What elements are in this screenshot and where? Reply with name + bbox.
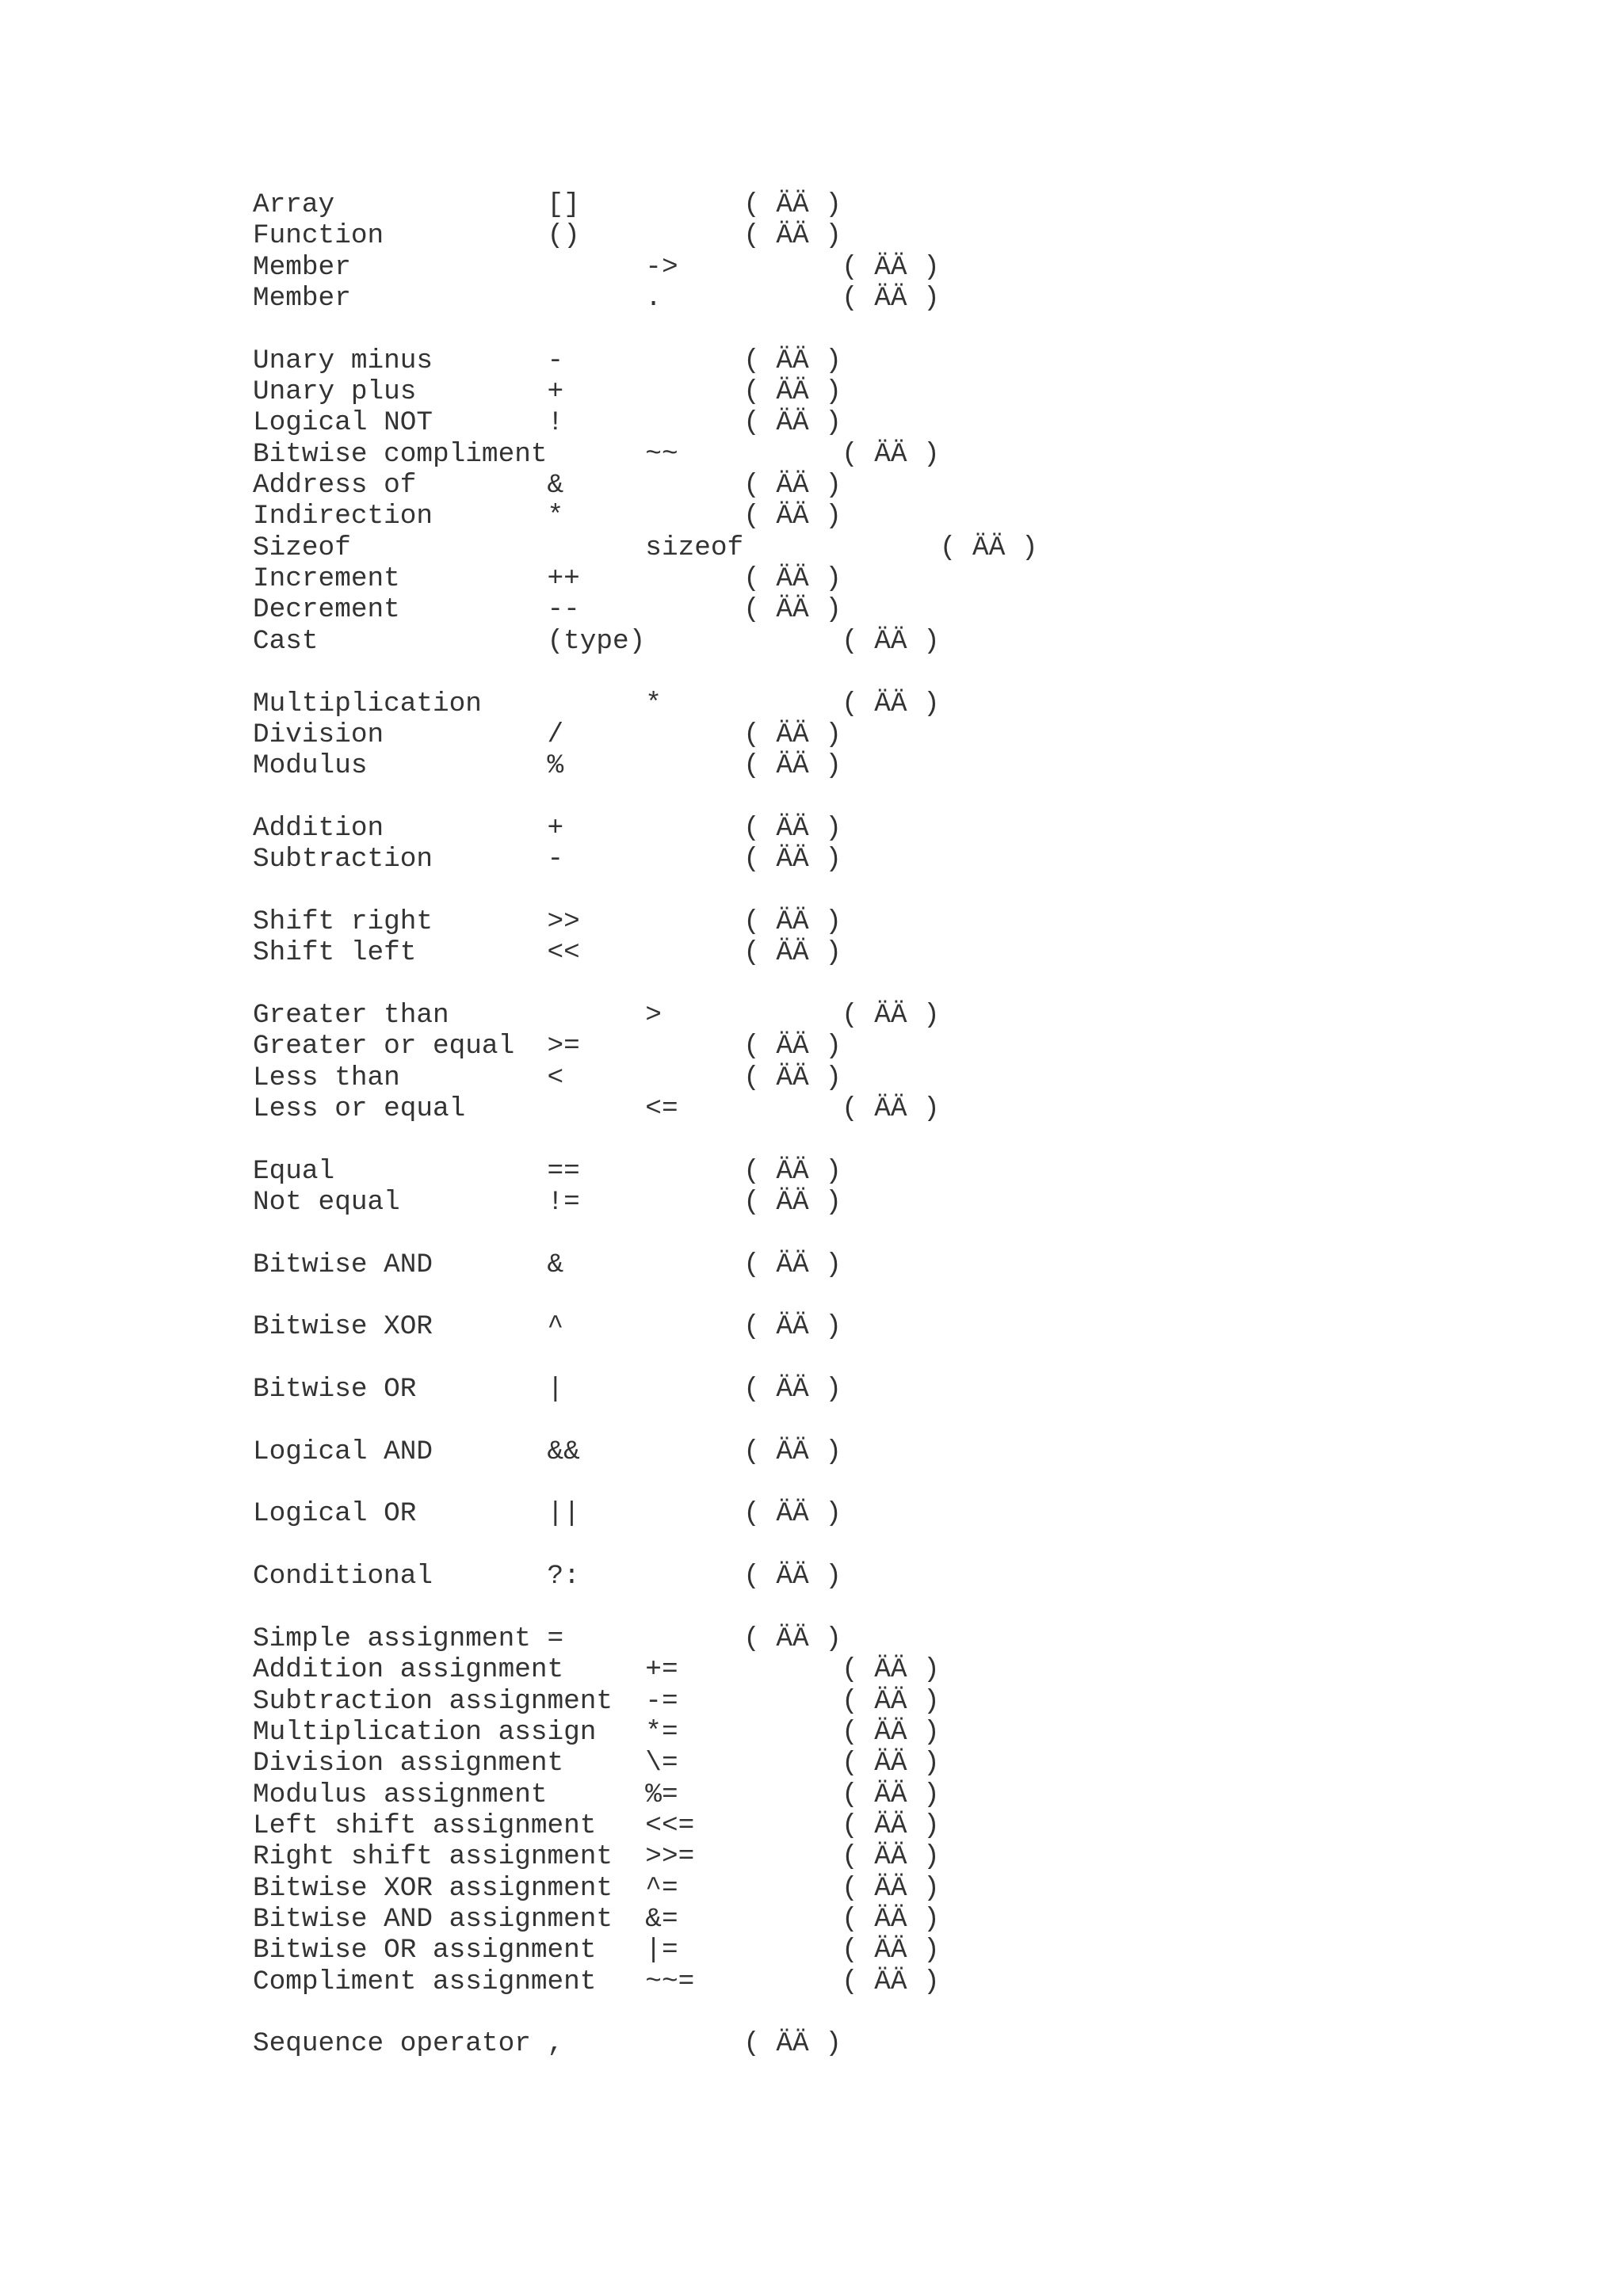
listing-line: Bitwise XOR assignment ^= ( ÄÄ ) xyxy=(253,1872,940,1904)
listing-line: Equal == ( ÄÄ ) xyxy=(253,1155,842,1187)
listing-line: Addition assignment += ( ÄÄ ) xyxy=(253,1654,940,1686)
blank-line xyxy=(253,1124,1038,1155)
listing-line: Less or equal <= ( ÄÄ ) xyxy=(253,1093,940,1124)
listing-line: Increment ++ ( ÄÄ ) xyxy=(253,563,842,595)
listing-line: Division / ( ÄÄ ) xyxy=(253,719,842,750)
listing-line: Decrement -- ( ÄÄ ) xyxy=(253,594,842,626)
listing-line: Shift left << ( ÄÄ ) xyxy=(253,937,842,969)
listing-line: Bitwise OR | ( ÄÄ ) xyxy=(253,1374,842,1405)
listing-line: Bitwise AND & ( ÄÄ ) xyxy=(253,1249,842,1280)
listing-line: Address of & ( ÄÄ ) xyxy=(253,470,842,502)
blank-line xyxy=(253,657,1038,688)
listing-line: Shift right >> ( ÄÄ ) xyxy=(253,906,842,937)
listing-line: Unary plus + ( ÄÄ ) xyxy=(253,376,842,408)
listing-line: Addition + ( ÄÄ ) xyxy=(253,812,842,844)
listing-line: Greater than > ( ÄÄ ) xyxy=(253,999,940,1031)
listing-line: Unary minus - ( ÄÄ ) xyxy=(253,345,842,376)
listing-line: Not equal != ( ÄÄ ) xyxy=(253,1187,842,1218)
blank-line xyxy=(253,1405,1038,1436)
listing-line: Modulus % ( ÄÄ ) xyxy=(253,750,842,782)
listing-line: Logical AND && ( ÄÄ ) xyxy=(253,1436,842,1467)
listing-line: Division assignment \= ( ÄÄ ) xyxy=(253,1748,940,1779)
listing-line: Bitwise compliment ~~ ( ÄÄ ) xyxy=(253,438,940,470)
listing-line: Cast (type) ( ÄÄ ) xyxy=(253,625,940,657)
listing-line: Compliment assignment ~~= ( ÄÄ ) xyxy=(253,1966,940,1997)
listing-line: Sequence operator , ( ÄÄ ) xyxy=(253,2028,842,2060)
listing-line: Bitwise AND assignment &= ( ÄÄ ) xyxy=(253,1903,940,1935)
listing-line: Subtraction assignment -= ( ÄÄ ) xyxy=(253,1685,940,1717)
listing-line: Conditional ?: ( ÄÄ ) xyxy=(253,1561,842,1592)
blank-line xyxy=(253,1280,1038,1311)
operator-listing xyxy=(253,189,1038,2060)
blank-line xyxy=(253,314,1038,345)
listing-line: Multiplication * ( ÄÄ ) xyxy=(253,688,940,719)
listing-line: Left shift assignment <<= ( ÄÄ ) xyxy=(253,1810,940,1841)
blank-line xyxy=(253,1467,1038,1498)
listing-line: Less than < ( ÄÄ ) xyxy=(253,1062,842,1093)
listing-line: Modulus assignment %= ( ÄÄ ) xyxy=(253,1779,940,1810)
listing-line: Member . ( ÄÄ ) xyxy=(253,283,940,315)
listing-line: Subtraction - ( ÄÄ ) xyxy=(253,844,842,875)
blank-line xyxy=(253,1218,1038,1249)
listing-line: Array [] ( ÄÄ ) xyxy=(253,189,842,220)
blank-line xyxy=(253,782,1038,813)
listing-line: Simple assignment = ( ÄÄ ) xyxy=(253,1623,842,1654)
listing-line: Bitwise XOR ^ ( ÄÄ ) xyxy=(253,1311,842,1343)
listing-line: Multiplication assign *= ( ÄÄ ) xyxy=(253,1716,940,1748)
listing-line: Function () ( ÄÄ ) xyxy=(253,220,842,252)
listing-line: Bitwise OR assignment |= ( ÄÄ ) xyxy=(253,1935,940,1966)
blank-line xyxy=(253,1530,1038,1561)
listing-line: Indirection * ( ÄÄ ) xyxy=(253,501,842,532)
blank-line xyxy=(253,1997,1038,2028)
listing-line: Right shift assignment >>= ( ÄÄ ) xyxy=(253,1841,940,1873)
listing-line: Logical OR || ( ÄÄ ) xyxy=(253,1498,842,1530)
listing-line: Logical NOT ! ( ÄÄ ) xyxy=(253,407,842,439)
blank-line xyxy=(253,969,1038,1000)
listing-line: Member -> ( ÄÄ ) xyxy=(253,251,940,283)
blank-line xyxy=(253,1343,1038,1374)
listing-line: Sizeof sizeof ( ÄÄ ) xyxy=(253,532,1038,563)
blank-line xyxy=(253,1592,1038,1623)
blank-line xyxy=(253,875,1038,906)
listing-line: Greater or equal >= ( ÄÄ ) xyxy=(253,1031,842,1062)
